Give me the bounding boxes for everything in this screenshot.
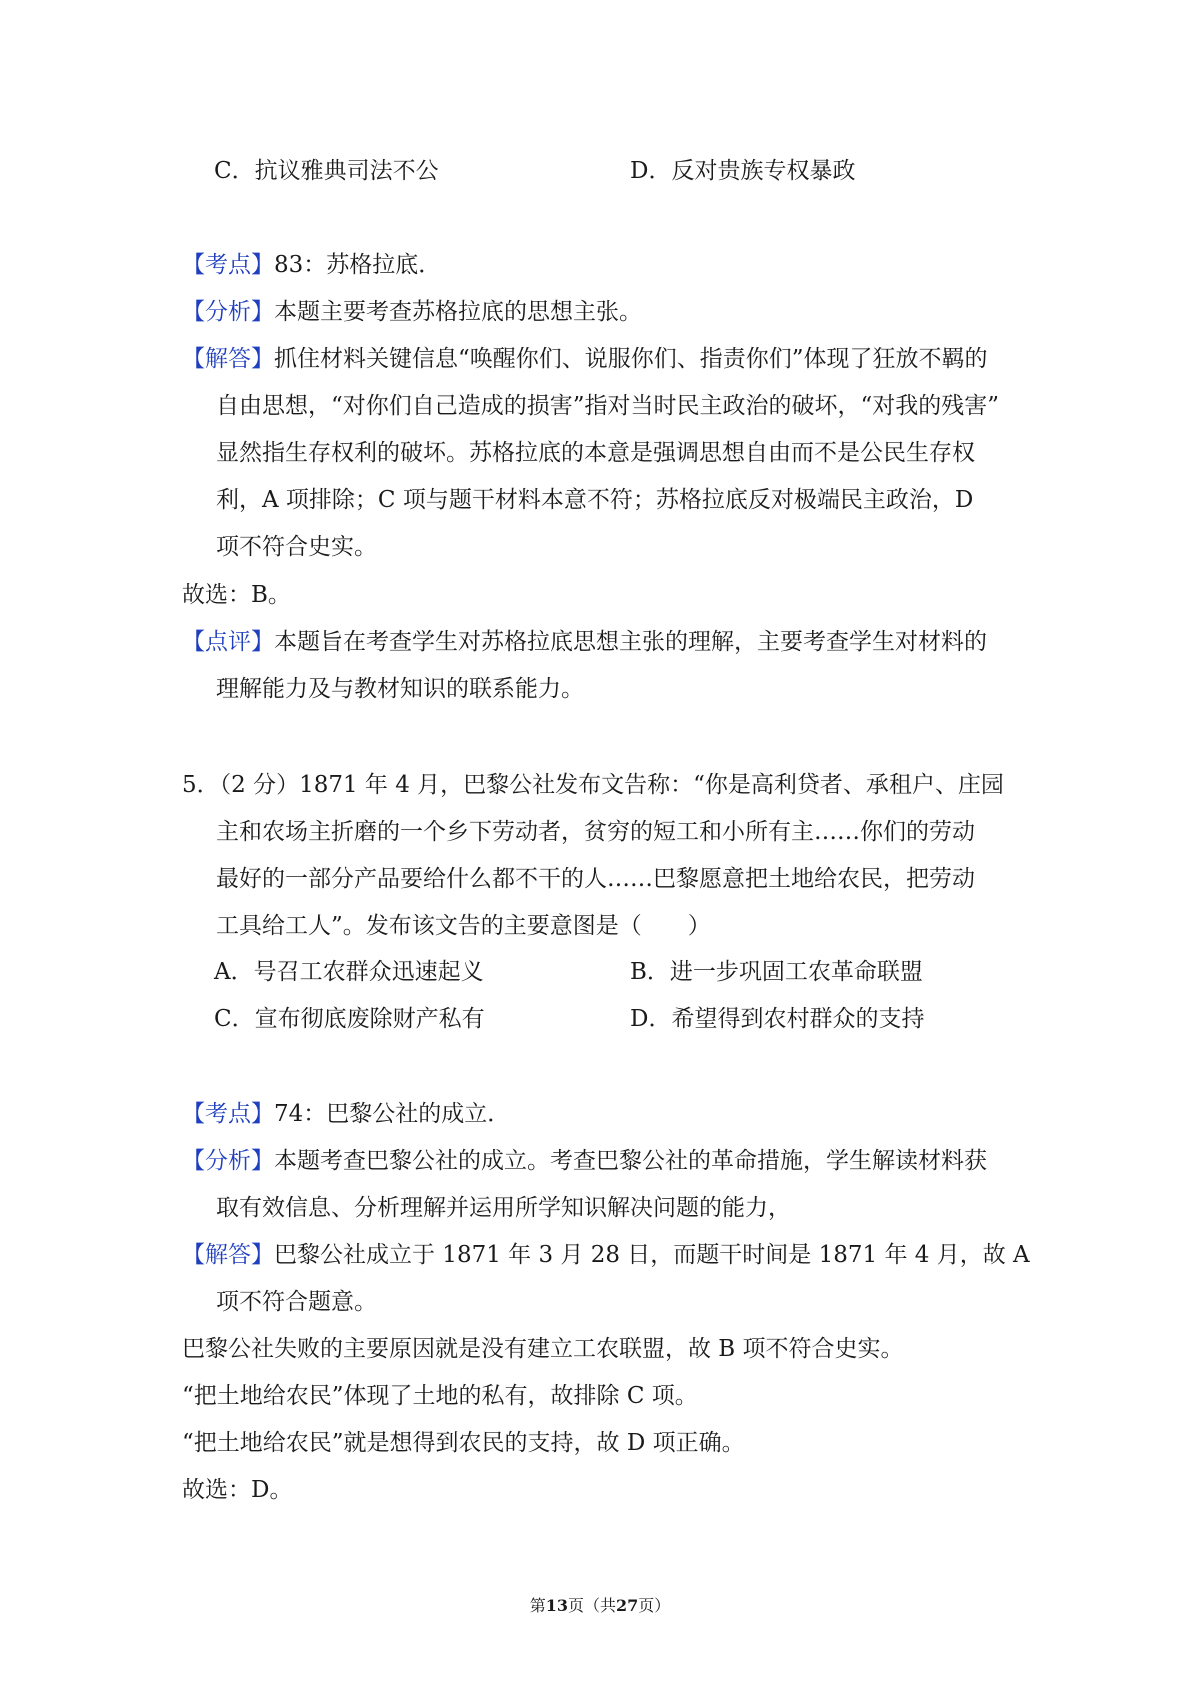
fenxi-line: 本题考查巴黎公社的成立。考查巴黎公社的革命措施，学生解读材料获: [274, 1148, 987, 1174]
q5-stem-line: 主和农场主折磨的一个乡下劳动者，贫穷的短工和小所有主……你们的劳动: [216, 819, 975, 845]
q5-option-c: C．宣布彻底废除财产私有: [214, 1006, 485, 1032]
kaodian-text: 74：巴黎公社的成立．: [274, 1101, 511, 1127]
q4-jieda: [182, 344, 988, 374]
page-number: 13: [545, 1596, 568, 1615]
q4-fenxi: [182, 297, 642, 327]
dianping-tag: 【点评】: [182, 629, 274, 655]
page-footer: [0, 1596, 1200, 1616]
q5-extra-line: “把土地给农民”就是想得到农民的支持，故 D 项正确。: [182, 1430, 745, 1456]
q5-stem-line: 最好的一部分产品要给什么都不干的人……巴黎愿意把土地给农民，把劳动: [216, 866, 975, 892]
q5-fenxi: [182, 1146, 987, 1176]
kaodian-text: 83：苏格拉底．: [274, 252, 442, 278]
q5-option-a: A．号召工农群众迅速起义: [214, 959, 484, 985]
q4-jieda-line: 项不符合史实。: [216, 534, 377, 560]
q5-stem-line: 工具给工人”。发布该文告的主要意图是（ ）: [216, 913, 711, 939]
q4-jieda-line: 自由思想，“对你们自己造成的损害”指对当时民主政治的破坏，“对我的残害”: [216, 393, 1000, 419]
q4-option-d: D．反对贵族专权暴政: [630, 158, 856, 184]
q5-extra-line: 巴黎公社失败的主要原因就是没有建立工农联盟，故 B 项不符合史实。: [182, 1336, 904, 1362]
q5-answer: 故选：D。: [182, 1477, 293, 1503]
total-pages: 27: [616, 1596, 639, 1615]
fenxi-text: 本题主要考查苏格拉底的思想主张。: [274, 299, 642, 325]
fenxi-tag: 【分析】: [182, 1148, 274, 1174]
q5-option-b: B．进一步巩固工农革命联盟: [630, 959, 923, 985]
q4-kaodian: [182, 250, 441, 280]
q4-dianping: [182, 627, 987, 657]
jieda-tag: 【解答】: [182, 1242, 274, 1268]
q5-jieda: [182, 1240, 1030, 1270]
jieda-tag: 【解答】: [182, 346, 274, 372]
q5-kaodian: [182, 1099, 510, 1129]
footer-prefix: 第: [529, 1596, 546, 1615]
q5-stem-line: 5．（2 分）1871 年 4 月，巴黎公社发布文告称：“你是高利贷者、承租户、庄园: [182, 772, 1004, 798]
q5-option-d: D．希望得到农村群众的支持: [630, 1006, 925, 1032]
q4-answer: 故选：B。: [182, 582, 291, 608]
q5-extra-line: “把土地给农民”体现了土地的私有，故排除 C 项。: [182, 1383, 698, 1409]
q4-jieda-line: 显然指生存权利的破坏。苏格拉底的本意是强调思想自由而不是公民生存权: [216, 440, 975, 466]
fenxi-tag: 【分析】: [182, 299, 274, 325]
jieda-line: 巴黎公社成立于 1871 年 3 月 28 日，而题干时间是 1871 年 4 月，故 A: [274, 1242, 1030, 1268]
kaodian-tag: 【考点】: [182, 1101, 274, 1127]
q4-option-c: C．抗议雅典司法不公: [214, 158, 439, 184]
kaodian-tag: 【考点】: [182, 252, 274, 278]
q4-dianping-line: 理解能力及与教材知识的联系能力。: [216, 676, 584, 702]
footer-suffix: 页）: [638, 1596, 671, 1615]
footer-middle: 页（共: [567, 1596, 616, 1615]
q4-jieda-line: 利，A 项排除；C 项与题干材料本意不符；苏格拉底反对极端民主政治，D: [216, 487, 974, 513]
jieda-line: 抓住材料关键信息“唤醒你们、说服你们、指责你们”体现了狂放不羁的: [274, 346, 988, 372]
q5-jieda-line: 项不符合题意。: [216, 1289, 377, 1315]
q5-fenxi-line: 取有效信息、分析理解并运用所学知识解决问题的能力，: [216, 1195, 791, 1221]
dianping-line: 本题旨在考查学生对苏格拉底思想主张的理解，主要考查学生对材料的: [274, 629, 987, 655]
